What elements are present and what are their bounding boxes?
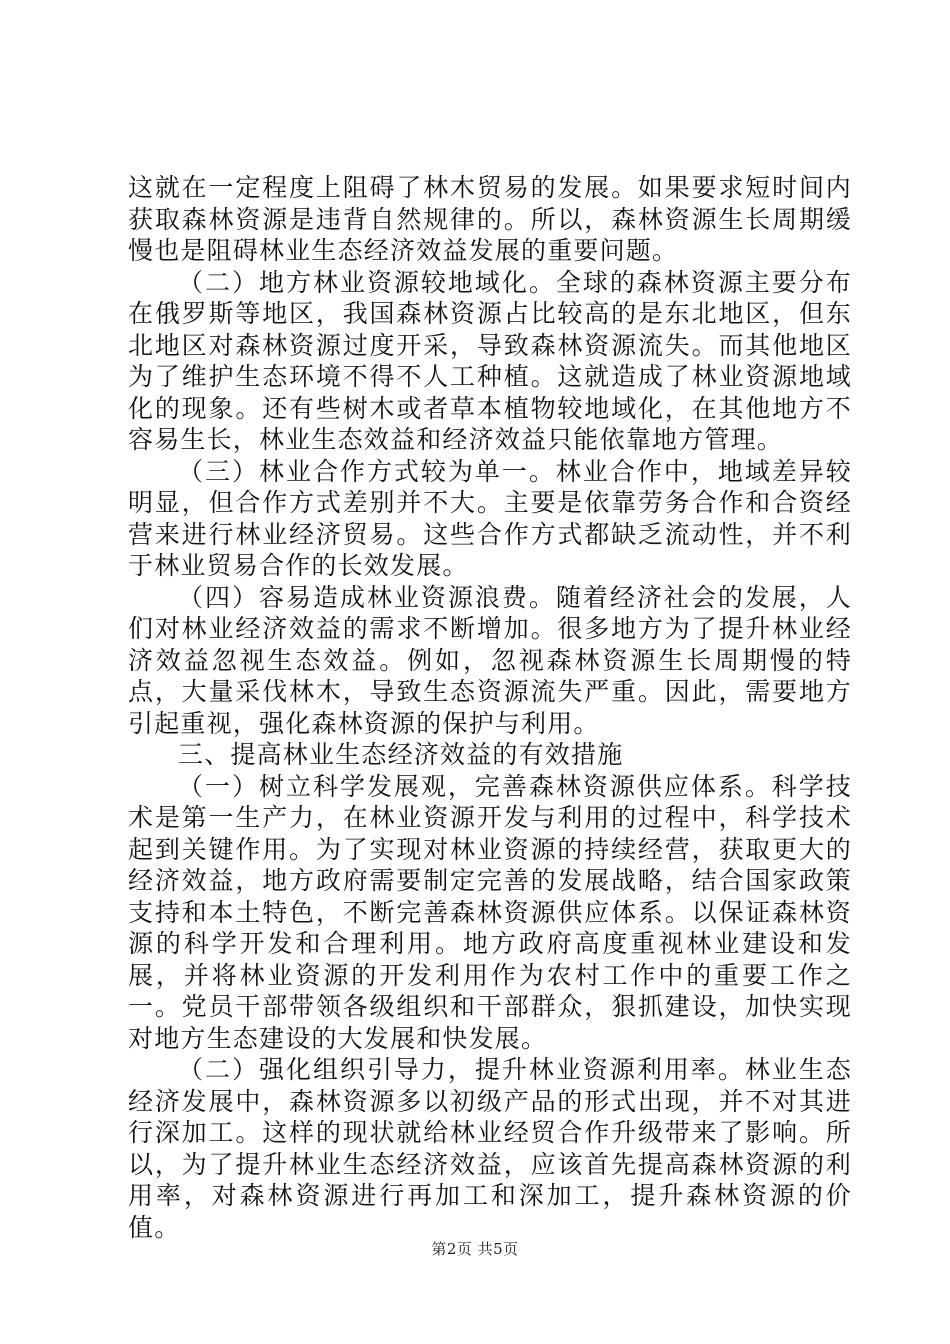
paragraph-resource-waste: （四）容易造成林业资源浪费。随着经济社会的发展，人们对林业经济效益的需求不断增加。很多地方为了提升林业经济效益忽视生态效益。例如，忽视森林资源生长周期慢的特点，大量采伐林木，导致生态资源流失严重。因此，需要地方引起重视，强化森林资源的保护与利用。 <box>128 582 852 738</box>
paragraph-continuation: 这就在一定程度上阻碍了林木贸易的发展。如果要求短时间内获取森林资源是违背自然规律的。所以，森林资源生长周期缓慢也是阻碍林业生态经济效益发展的重要问题。 <box>128 173 852 265</box>
paragraph-scientific-development: （一）树立科学发展观，完善森林资源供应体系。科学技术是第一生产力，在林业资源开发与利用的过程中，科学技术起到关键作用。为了实现对林业资源的持续经营，获取更大的经济效益，地方政府需要制定完善的发展战略，结合国家政策支持和本土特色，不断完善森林资源供应体系。以保证森林资源的科学开发和合理利用。地方政府高度重视林业建设和发展，并将林业资源的开发利用作为农村工作中的重要工作之一。党员干部带领各级组织和干部群众，狠抓建设，加快实现对地方生态建设的大发展和快发展。 <box>128 771 852 1053</box>
paragraph-local-resources: （二）地方林业资源较地域化。全球的森林资源主要分布在俄罗斯等地区，我国森林资源占比较高的是东北地区，但东北地区对森林资源过度开采，导致森林资源流失。而其他地区为了维护生态环境不得不人工种植。这就造成了林业资源地域化的现象。还有些树木或者草本植物较地域化，在其他地方不容易生长，林业生态效益和经济效益只能依靠地方管理。 <box>128 267 852 454</box>
body-text <box>128 172 852 1243</box>
paragraph-cooperation-mode: （三）林业合作方式较为单一。林业合作中，地域差异较明显，但合作方式差别并不大。主要是依靠劳务合作和合资经营来进行林业经济贸易。这些合作方式都缺乏流动性，并不利于林业贸易合作的长效发展。 <box>128 456 852 580</box>
paragraph-utilization-rate: （二）强化组织引导力，提升林业资源利用率。林业生态经济发展中，森林资源多以初级产品的形式出现，并不对其进行深加工。这样的现状就给林业经贸合作升级带来了影响。所以，为了提升林业生态经济效益，应该首先提高森林资源的利用率，对森林资源进行再加工和深加工，提升森林资源的价值。 <box>128 1055 852 1242</box>
page-footer: 第2页 共5页 <box>431 1240 519 1258</box>
section-heading: 三、提高林业生态经济效益的有效措施 <box>178 740 624 769</box>
